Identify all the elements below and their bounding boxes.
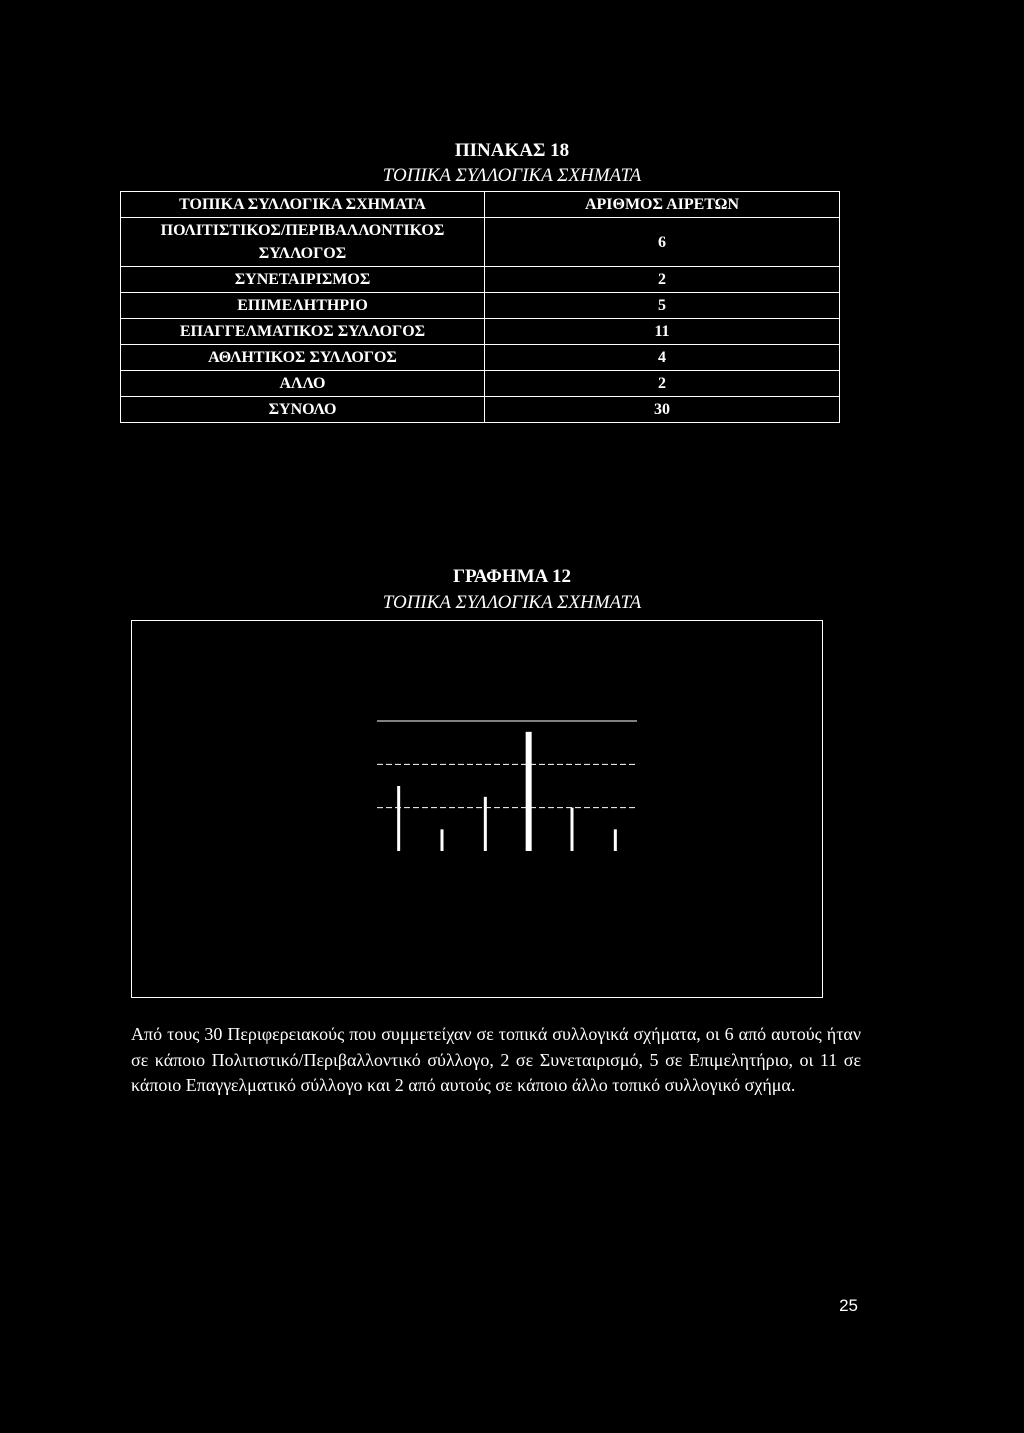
bar-chart xyxy=(132,621,822,997)
header-category: ΤΟΠΙΚΑ ΣΥΛΛΟΓΙΚΑ ΣΧΗΜΑΤΑ xyxy=(121,192,485,218)
row-label: ΑΛΛΟ xyxy=(121,371,485,397)
table-total-row xyxy=(121,397,840,423)
chart-bar xyxy=(441,829,444,851)
chart-subtitle: ΤΟΠΙΚΑ ΣΥΛΛΟΓΙΚΑ ΣΧΗΜΑΤΑ xyxy=(382,592,642,613)
table-row xyxy=(121,371,840,397)
row-label: ΣΥΝΕΤΑΙΡΙΣΜΟΣ xyxy=(121,267,485,293)
chart-bar xyxy=(397,786,400,851)
table-title: ΠΙΝΑΚΑΣ 18 xyxy=(454,140,570,161)
row-label: ΠΟΛΙΤΙΣΤΙΚΟΣ/ΠΕΡΙΒΑΛΛΟΝΤΙΚΟΣ ΣΥΛΛΟΓΟΣ xyxy=(121,218,485,267)
table-subtitle: ΤΟΠΙΚΑ ΣΥΛΛΟΓΙΚΑ ΣΧΗΜΑΤΑ xyxy=(382,165,642,186)
row-value: 11 xyxy=(485,319,840,345)
table-row xyxy=(121,319,840,345)
page-number: 25 xyxy=(839,1296,858,1315)
header-count: ΑΡΙΘΜΟΣ ΑΙΡΕΤΩΝ xyxy=(485,192,840,218)
row-value: 5 xyxy=(485,293,840,319)
chart-bar xyxy=(571,808,574,851)
row-label: ΑΘΛΗΤΙΚΟΣ ΣΥΛΛΟΓΟΣ xyxy=(121,345,485,371)
row-value: 2 xyxy=(485,267,840,293)
table-row xyxy=(121,345,840,371)
row-value: 2 xyxy=(485,371,840,397)
chart-bar xyxy=(484,797,487,851)
table-row xyxy=(121,267,840,293)
total-value: 30 xyxy=(485,397,840,423)
row-label: ΕΠΑΓΓΕΛΜΑΤΙΚΟΣ ΣΥΛΛΟΓΟΣ xyxy=(121,319,485,345)
chart-title: ΓΡΑΦΗΜΑ 12 xyxy=(452,566,572,587)
table-row xyxy=(121,293,840,319)
body-paragraph: Από τους 30 Περιφερειακούς που συμμετείχαν σε τοπικά συλλογικά σχήματα, οι 6 από αυτούς ήταν σε κάποιο Πολιτιστικό/Περιβαλλοντικό σύλλογο, 2 σε Συνεταιρισμό, 5 σε Επιμελητήριο, οι 11 σε κάποιο Επαγγελματικό σύλλογο και 2 από αυτούς σε κάποιο άλλο τοπικό συλλογικό σχήμα. xyxy=(131,1024,861,1095)
chart-bar xyxy=(614,829,617,851)
row-value: 6 xyxy=(485,218,840,267)
table-row xyxy=(121,218,840,267)
total-label: ΣΥΝΟΛΟ xyxy=(121,397,485,423)
row-value: 4 xyxy=(485,345,840,371)
row-label: ΕΠΙΜΕΛΗΤΗΡΙΟ xyxy=(121,293,485,319)
table-header-row xyxy=(121,192,840,218)
data-table xyxy=(120,191,840,423)
chart-frame xyxy=(131,620,823,998)
chart-bar xyxy=(526,732,532,851)
